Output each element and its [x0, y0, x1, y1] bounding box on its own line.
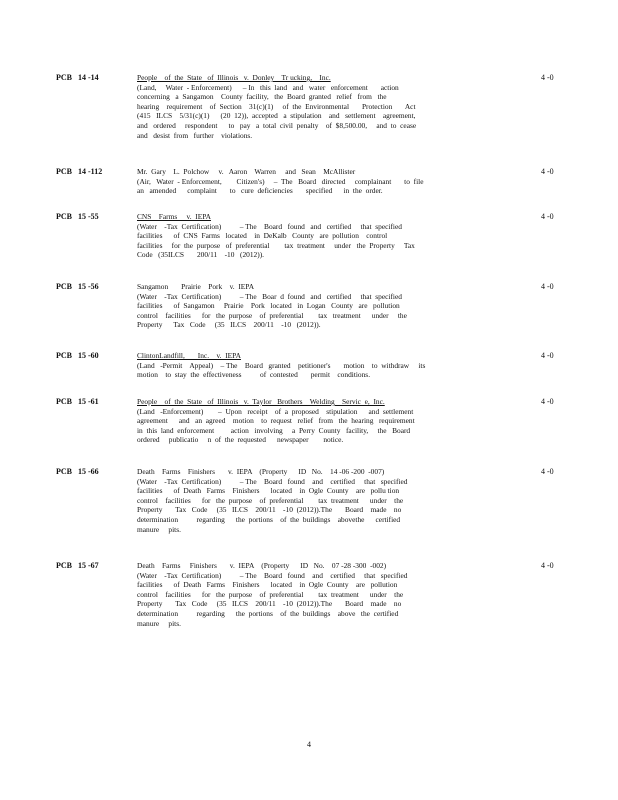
case-caption: CNS Farms v. IEPA: [137, 212, 211, 221]
vote-count: 4 -0: [541, 467, 554, 476]
case-caption: People of the State of Illinois v. Donley Tr ucking, Inc.: [137, 73, 331, 82]
docket-number: PCB 15 -66: [56, 467, 99, 476]
summary-line: (415 ILCS 5/31(c)(1) (20 12)), accepted a stipulation and settlement agreement,: [137, 111, 416, 121]
summary-line: manure pits.: [137, 618, 181, 628]
summary-line: control facilities for the purpose of preferential tax treatment under the: [137, 495, 404, 505]
summary-line: Property Tax Code (35 ILCS 200/11 -10 (2012)).The Board made no: [137, 505, 402, 515]
case-caption: Death Farms Finishers v. IEPA (Property ID No. 07 -28 -300 -002): [137, 561, 387, 570]
vote-count: 4 -0: [541, 167, 554, 176]
vote-count: 4 -0: [541, 561, 554, 570]
summary-line: hearing requirement of Section 31(c)(1) of the Environmental Protection Act: [137, 101, 416, 111]
summary-line: an amended complaint to cure deficiencies specified in the order.: [137, 186, 383, 196]
vote-count: 4 -0: [541, 73, 554, 82]
case-summary: [137, 351, 467, 380]
summary-line: motion to stay the effectiveness of contested permit conditions.: [137, 370, 371, 380]
case-caption: People of the State of Illinois v. Taylor Brothers Welding Servic e, Inc.: [137, 397, 385, 406]
summary-line: (Air, Water - Enforcement, Citizen's) – The Board directed complainant to file: [137, 176, 424, 186]
case-summary: [137, 73, 467, 140]
summary-line: manure pits.: [137, 524, 181, 534]
summary-line: and desist from further violations.: [137, 130, 253, 140]
vote-count: 4 -0: [541, 282, 554, 291]
case-caption: Mr. Gary L. Polchow v. Aaron Warren and Sean McAllister: [137, 167, 356, 176]
docket-number: PCB 15 -67: [56, 561, 99, 570]
case-caption: Death Farms Finishers v. IEPA (Property ID No. 14 -06 -200 -007): [137, 467, 385, 476]
case-summary: [137, 397, 467, 445]
summary-line: facilities of Sangamon Prairie Pork located in Logan County are pollution: [137, 301, 400, 311]
vote-count: 4 -0: [541, 397, 554, 406]
summary-line: facilities for the purpose of preferential tax treatment under the Property Tax: [137, 240, 415, 250]
summary-line: (Water -Tax Certification) – The Board found and certified that specified: [137, 476, 408, 486]
summary-line: facilities of Death Farms Finishers located in Ogle County are pollution: [137, 580, 398, 590]
case-caption: Sangamon Prairie Pork v. IEPA: [137, 282, 255, 291]
summary-line: Property Tax Code (35 ILCS 200/11 -10 (2012)).: [137, 320, 321, 330]
summary-line: (Land, Water - Enforcement) – In this land and water enforcement action: [137, 82, 399, 92]
docket-number: PCB 15 -61: [56, 397, 99, 406]
case-caption: ClintonLandfill, Inc. v. IEPA: [137, 351, 241, 360]
summary-line: facilities of Death Farms Finishers located in Ogle County are pollu tion: [137, 486, 400, 496]
vote-count: 4 -0: [541, 212, 554, 221]
docket-number: PCB 14 -14: [56, 73, 99, 82]
summary-line: facilities of CNS Farms located in DeKalb County are pollution control: [137, 231, 388, 241]
case-summary: [137, 282, 467, 330]
vote-count: 4 -0: [541, 351, 554, 360]
summary-line: control facilities for the purpose of preferential tax treatment under the: [137, 310, 407, 320]
docket-number: PCB 15 -60: [56, 351, 99, 360]
case-summary: [137, 212, 467, 260]
summary-line: in this land enforcement action involving a Perry County facility, the Board: [137, 425, 411, 435]
page-number: 4: [307, 740, 311, 749]
summary-line: (Land -Permit Appeal) – The Board granted petitioner's motion to withdraw its: [137, 360, 426, 370]
summary-line: (Water -Tax Certification) – The Board found and certified that specified: [137, 570, 408, 580]
case-summary: [137, 167, 467, 196]
docket-number: PCB 14 -112: [56, 167, 103, 176]
summary-line: determination regarding the portions of the buildings above the certified: [137, 608, 399, 618]
case-summary: [137, 467, 467, 534]
summary-line: (Water -Tax Certification) – The Boar d found and certified that specified: [137, 291, 402, 301]
summary-line: Code (35ILCS 200/11 -10 (2012)).: [137, 250, 264, 260]
summary-line: ordered publicatio n of the requested newspaper notice.: [137, 435, 344, 445]
case-summary: [137, 561, 467, 628]
summary-line: Property Tax Code (35 ILCS 200/11 -10 (2012)).The Board made no: [137, 599, 402, 609]
summary-line: determination regarding the portions of the buildings abovethe certified: [137, 514, 401, 524]
summary-line: concerning a Sangamon County facility, the Board granted relief from the: [137, 92, 387, 102]
summary-line: agreement and an agreed motion to request relief from the hearing requirement: [137, 416, 415, 426]
summary-line: control facilities for the purpose of preferential tax treatment under the: [137, 589, 404, 599]
docket-number: PCB 15 -55: [56, 212, 99, 221]
docket-number: PCB 15 -56: [56, 282, 99, 291]
summary-line: (Land -Enforcement) – Upon receipt of a proposed stipulation and settlement: [137, 406, 414, 416]
summary-line: (Water -Tax Certification) – The Board found and certified that specified: [137, 221, 402, 231]
summary-line: and ordered respondent to pay a total civil penalty of $8,500.00, and to cease: [137, 120, 417, 130]
